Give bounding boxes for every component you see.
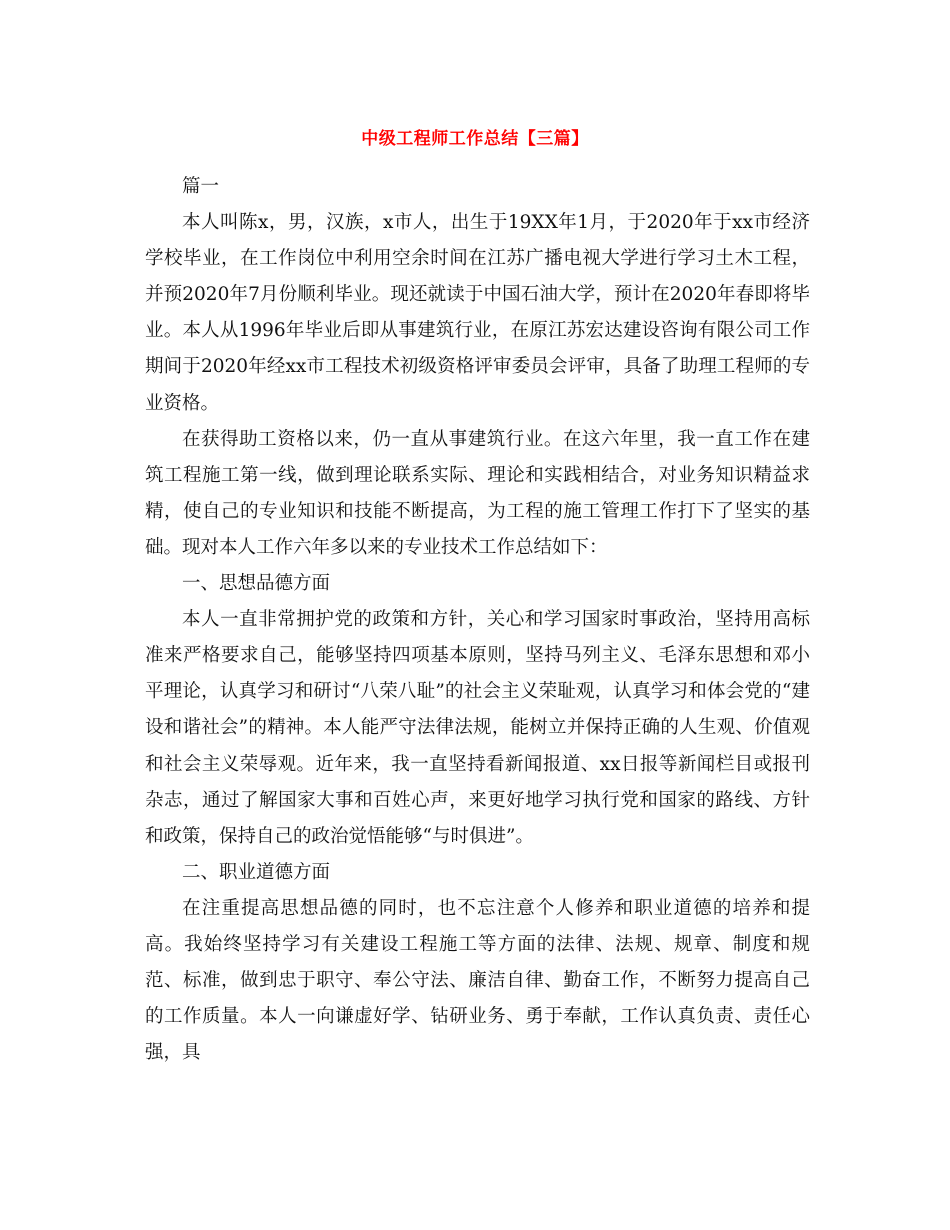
section-heading: 一、思想品德方面	[182, 573, 331, 595]
paragraph: 本人一直非常拥护党的政策和方针，关心和学习国家时事政治，坚持用高标准来严格要求自己，能够坚持四项基本原则，坚持马列主义、毛泽东思想和邓小平理论，认真学习和研讨“八荣八耻”的社会主义荣耻观，认真学习和体会党的“建设和谐社会”的精神。本人能严守法律法规，能树立并保持正确的人生观、价值观和社会主义荣辱观。近年来，我一直坚持看新闻报道、xx日报等新闻栏目或报刊杂志，通过了解国家大事和百姓心声，来更好地学习执行党和国家的路线、方针和政策，保持自己的政治觉悟能够“与时俱进”。	[145, 609, 810, 847]
document-title: 中级工程师工作总结【三篇】	[361, 129, 589, 149]
paragraph: 本人叫陈x，男，汉族，x市人，出生于19XX年1月，于2020年于xx市经济学校毕业，在工作岗位中利用空余时间在江苏广播电视大学进行学习土木工程，并预2020年7月份顺利毕业。现还就读于中国石油大学，预计在2020年春即将毕业。本人从1996年毕业后即从事建筑行业，在原江苏宏达建设咨询有限公司工作期间于2020年经xx市工程技术初级资格评审委员会评审，具备了助理工程师的专业资格。	[145, 212, 810, 414]
section-heading: 二、职业道德方面	[182, 861, 331, 883]
paragraph: 在获得助工资格以来，仍一直从事建筑行业。在这六年里，我一直工作在建筑工程施工第一线，做到理论联系实际、理论和实践相结合，对业务知识精益求精，使自己的专业知识和技能不断提高，为工程的施工管理工作打下了坚实的基础。现对本人工作六年多以来的专业技术工作总结如下：	[145, 428, 810, 558]
paragraph: 在注重提高思想品德的同时，也不忘注意个人修养和职业道德的培养和提高。我始终坚持学习有关建设工程施工等方面的法律、法规、规章、制度和规范、标准，做到忠于职守、奉公守法、廉洁自律、勤奋工作，不断努力提高自己的工作质量。本人一向谦虚好学、钻研业务、勇于奉献，工作认真负责、责任心强，具	[145, 897, 810, 1064]
document-body	[145, 169, 810, 1071]
section-heading: 篇一	[182, 176, 220, 197]
